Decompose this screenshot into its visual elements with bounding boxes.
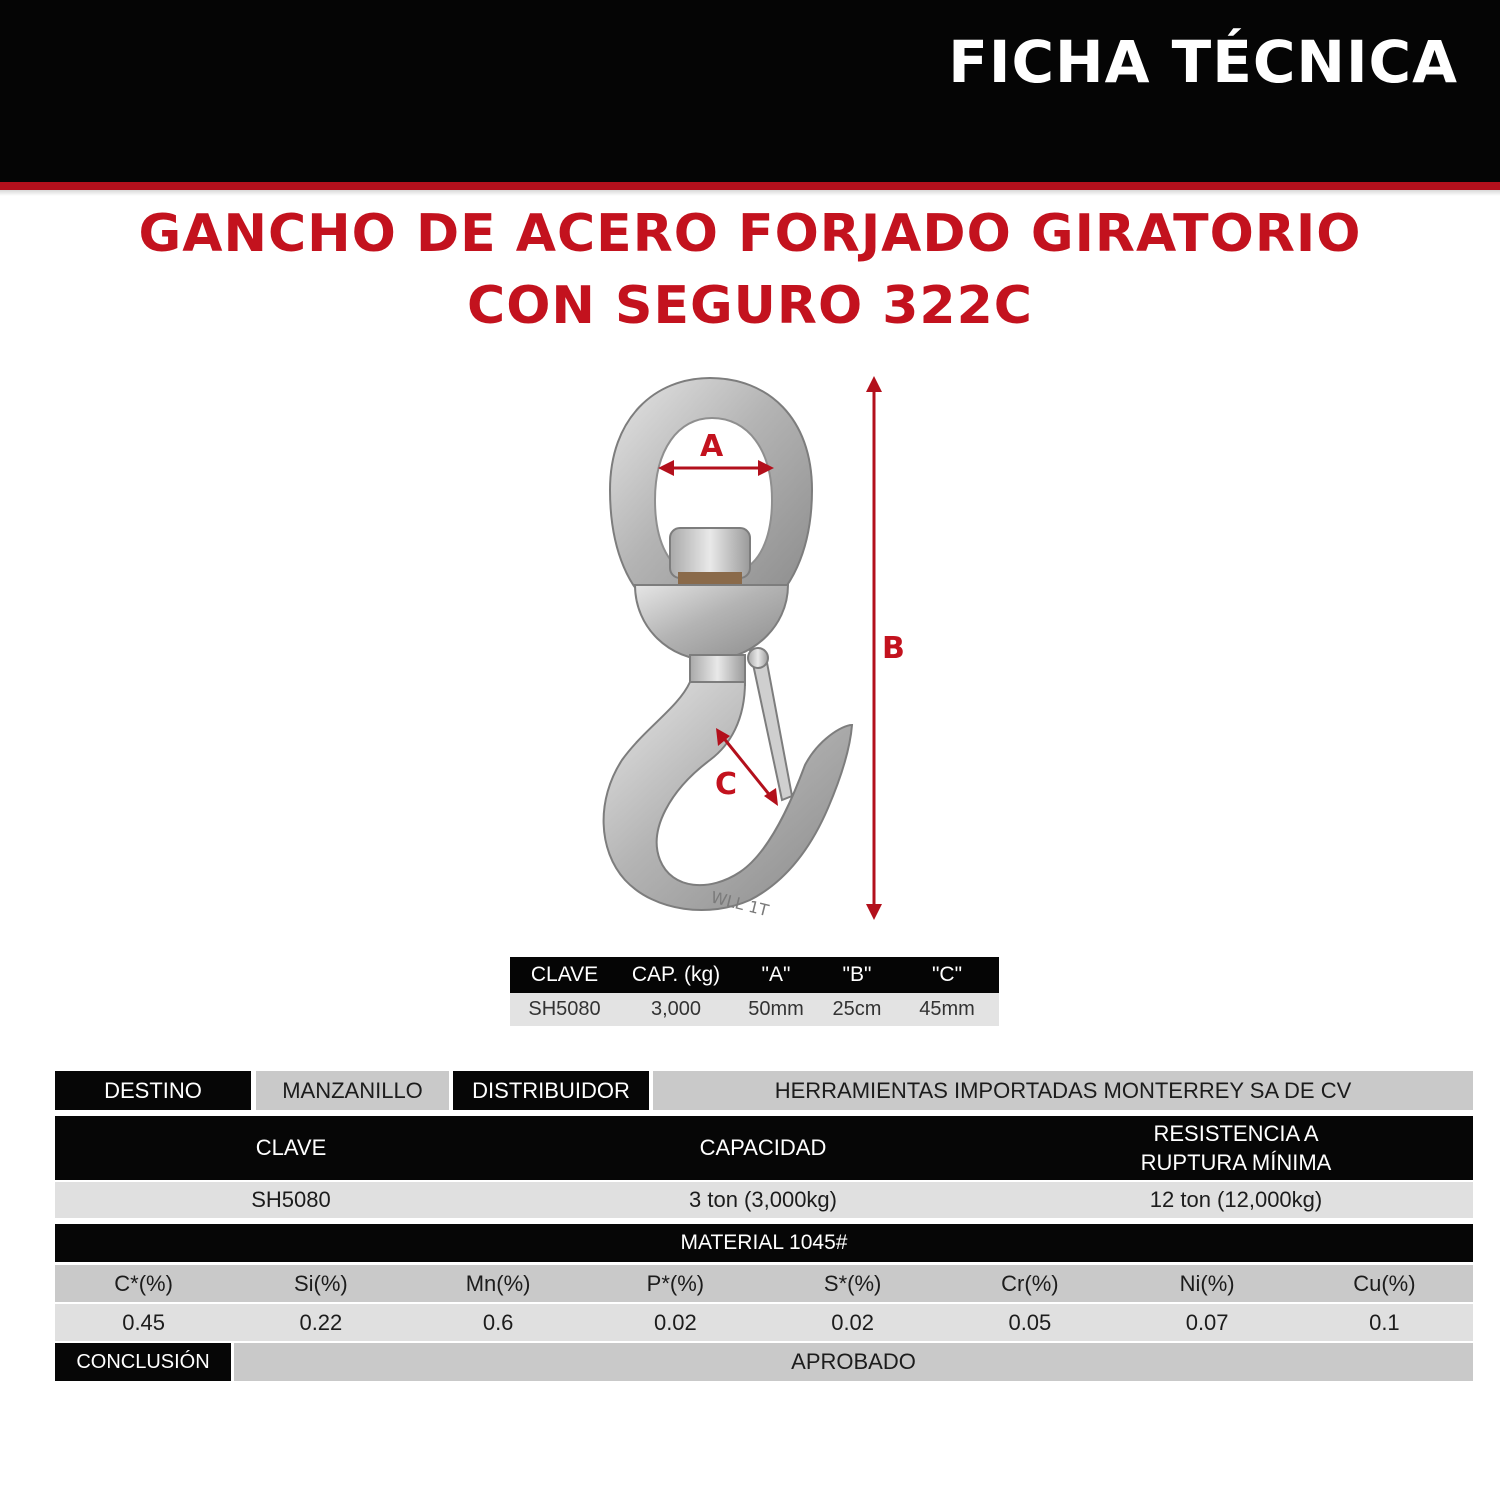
spec-header-a: "A" [733, 957, 819, 993]
value-resistencia: 12 ton (12,000kg) [1149, 1187, 1323, 1212]
label-b: B [882, 631, 905, 666]
label-c: C [715, 767, 738, 802]
header-resistencia-line2: RUPTURA MÍNIMA [1140, 1150, 1332, 1175]
swivel-body [635, 585, 788, 660]
composition-value-c: 0.45 [122, 1309, 166, 1335]
composition-value-row [55, 1304, 1473, 1341]
swivel-nut [670, 528, 750, 586]
product-title-line2: CON SEGURO 322C [467, 276, 1033, 336]
spec-cell-a: 50mm [733, 993, 819, 1026]
hook-marking: WLL 1T [709, 887, 771, 921]
header-title: FICHA TÉCNICA [948, 28, 1458, 96]
spec-header-capacidad: CAP. (kg) [619, 957, 733, 993]
spec-header-clave: CLAVE [510, 957, 619, 993]
header-shadow [0, 190, 1500, 196]
composition-value-s: 0.02 [831, 1309, 875, 1335]
conclusion-label: CONCLUSIÓN [55, 1343, 231, 1381]
header-clave: CLAVE [255, 1135, 327, 1160]
swivel-hook-figure [560, 360, 960, 940]
table-row [55, 1182, 1473, 1218]
composition-label-p: P*(%) [646, 1270, 705, 1296]
composition-label-mn: Mn(%) [465, 1270, 531, 1296]
spec-cell-clave: SH5080 [510, 993, 619, 1026]
composition-value-cu: 0.1 [1369, 1309, 1400, 1335]
destino-label: DESTINO [55, 1071, 251, 1110]
header-capacidad: CAPACIDAD [699, 1135, 827, 1160]
composition-label-cu: Cu(%) [1353, 1270, 1416, 1296]
destino-value: MANZANILLO [256, 1071, 449, 1110]
header-red-stripe [0, 182, 1500, 190]
distribuidor-label: DISTRIBUIDOR [453, 1071, 649, 1110]
composition-value-mn: 0.6 [482, 1309, 514, 1335]
spec-header-b: "B" [819, 957, 895, 993]
conclusion-value: APROBADO [234, 1343, 1473, 1381]
composition-value-p: 0.02 [653, 1309, 697, 1335]
header-resistencia [999, 1116, 1473, 1180]
composition-label-ni: Ni(%) [1179, 1270, 1235, 1296]
table-row [510, 993, 999, 1026]
product-title-line1: GANCHO DE ACERO FORJADO GIRATORIO [138, 204, 1362, 264]
spec-header-c: "C" [895, 957, 999, 993]
composition-value-si: 0.22 [299, 1309, 343, 1335]
distribuidor-value: HERRAMIENTAS IMPORTADAS MONTERREY SA DE CV [653, 1071, 1473, 1110]
spec-cell-capacidad: 3,000 [619, 993, 733, 1026]
composition-value-ni: 0.07 [1185, 1309, 1229, 1335]
composition-label-si: Si(%) [293, 1270, 348, 1296]
composition-label-s: S*(%) [823, 1270, 882, 1296]
spec-cell-c: 45mm [895, 993, 999, 1026]
header-bar [0, 0, 1500, 182]
hook-neck [690, 655, 745, 685]
specs-header-row [55, 1116, 1473, 1180]
product-title [0, 198, 1500, 342]
composition-label-cr: Cr(%) [1001, 1270, 1059, 1296]
composition-value-cr: 0.05 [1008, 1309, 1052, 1335]
value-capacidad: 3 ton (3,000kg) [689, 1187, 837, 1212]
header-resistencia-line1: RESISTENCIA A [1153, 1121, 1319, 1146]
value-clave: SH5080 [251, 1187, 331, 1212]
material-label: MATERIAL 1045# [55, 1224, 1473, 1262]
label-a: A [700, 429, 724, 464]
dimension-b [866, 376, 882, 920]
composition-label-row [55, 1265, 1473, 1302]
spec-table [510, 957, 999, 1026]
spec-cell-b: 25cm [819, 993, 895, 1026]
spec-table-header-row [510, 957, 999, 993]
composition-label-c: C*(%) [114, 1270, 173, 1296]
